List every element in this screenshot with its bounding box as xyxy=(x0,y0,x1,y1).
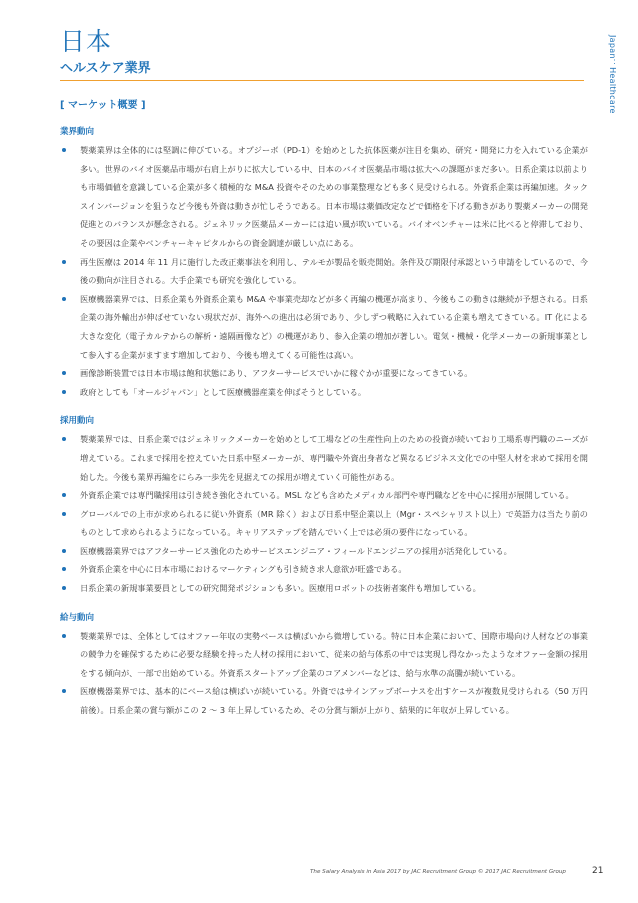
bullet-icon xyxy=(62,634,66,638)
side-label-vertical: Japan：Healthcare xyxy=(608,35,617,114)
list-item xyxy=(60,627,588,683)
bullet-icon xyxy=(62,371,66,375)
group-title: 業界動向 xyxy=(60,127,95,137)
list-item xyxy=(60,682,588,719)
list-item-text: 外資系企業を中心に日本市場におけるマーケティングも引き続き求人意欲が旺盛である。 xyxy=(80,564,407,575)
group-industry-trends xyxy=(60,126,588,401)
bullet-icon xyxy=(62,512,66,516)
list-item xyxy=(60,141,588,253)
list-item xyxy=(60,253,588,290)
bullet-icon xyxy=(62,297,66,301)
content-area xyxy=(60,126,588,734)
bullet-icon xyxy=(62,148,66,152)
list-item-text: グローバルでの上市が求められるに従い外資系（MR 除く）および日系中堅企業以上（Mgr・スペシャリスト以上）で英語力は当たり前のものとして求められるようになっている。キャリアステップを踏んでいく上では必須の要件になっている。 xyxy=(80,508,588,538)
section-label-market-overview: [ マーケット概要 ] xyxy=(60,100,146,111)
bullet-icon xyxy=(62,437,66,441)
list-item-text: 医療機器業界ではアフターサービス強化のためサービスエンジニア・フィールドエンジニアの採用が活発化している。 xyxy=(80,545,512,556)
page-subtitle-industry: ヘルスケア業界 xyxy=(60,61,151,76)
list-item-text: 再生医療は 2014 年 11 月に施行した改正薬事法を利用し、テルモが製品を販売開始。条件及び期限付承認という申請をしているので、今後の動向が注目される。大手企業でも研究を強化している。 xyxy=(80,256,588,286)
list-item-text: 医療機器業界では、日系企業も外資系企業も M&A や事業売却などが多く再編の機運が高まり、今後もこの動きは継続が予想される。日系企業の海外輸出が伸ばせていない現状だが、海外への進出は必須であり、少しずつ戦略に入れている企業も増えてきている。IT 化による大きな変化（電子カルテからの解析・遠隔画像など）の機運があり、参入企業の増加が著しい。電気・機械・化学メーカーの新規事業として参入する企業がますます増加しており、今後も増えてくる可能性は高い。 xyxy=(80,293,588,360)
bullet-icon xyxy=(62,260,66,264)
group-recruitment-trends xyxy=(60,415,588,597)
list-item-text: 製薬業界では、全体としてはオファー年収の実勢ベースは横ばいから微増している。特に日本企業において、国際市場向け人材などの事業の競争力を確保するために必要な経験を持った人材の採用において、従来の給与体系の中では実現し得なかったようなオファー金額の採用をする傾向が、一部で出始めている。外資系スタートアップ企業のコアメンバーなどは、給与水準の高騰が続いている。 xyxy=(80,630,588,678)
bullet-icon xyxy=(62,493,66,497)
list-item xyxy=(60,560,588,579)
list-item xyxy=(60,542,588,561)
bullet-icon xyxy=(62,567,66,571)
bullet-list xyxy=(60,627,588,720)
bullet-icon xyxy=(62,390,66,394)
list-item-text: 医療機器業界では、基本的にベース給は横ばいが続いている。外資ではサインアップボーナスを出すケースが複数見受けられる（50 万円前後）。日系企業の賞与額がこの 2 〜 3 年上昇しているため、その分賞与額が上がり、結果的に年収が上昇している。 xyxy=(80,686,588,716)
footer-credit: The Salary Analysis in Asia 2017 by JAC Recruitment Group © 2017 JAC Recruitment Group xyxy=(310,869,566,875)
bullet-icon xyxy=(62,689,66,693)
bullet-icon xyxy=(62,586,66,590)
list-item xyxy=(60,430,588,486)
list-item-text: 製薬業界では、日系企業ではジェネリックメーカーを始めとして工場などの生産性向上のための投資が続いており工場系専門職のニーズが増えている。これまで採用を控えていた日系中堅メーカーが、専門職や外資出身者など異なるビジネス文化での中堅人材を求めて採用を開始した。今後も業界再編をにらみ一歩先を見据えての採用が増えていく可能性がある。 xyxy=(80,434,588,482)
list-item xyxy=(60,290,588,364)
bullet-list xyxy=(60,430,588,597)
group-salary-trends xyxy=(60,612,588,720)
list-item-text: 政府としても「オールジャパン」として医療機器産業を伸ばそうとしている。 xyxy=(80,386,367,397)
page-title-country: 日本 xyxy=(60,27,113,56)
group-title: 採用動向 xyxy=(60,416,95,427)
bullet-icon xyxy=(62,549,66,553)
list-item xyxy=(60,579,588,598)
list-item-text: 画像診断装置では日本市場は飽和状態にあり、アフターサービスでいかに稼ぐかが重要になってきている。 xyxy=(80,368,473,379)
list-item xyxy=(60,486,588,505)
list-item xyxy=(60,383,588,402)
list-item xyxy=(60,364,588,383)
list-item-text: 外資系企業では専門職採用は引き続き強化されている。MSL なども含めたメディカル部門や専門職などを中心に採用が展開している。 xyxy=(80,490,574,501)
list-item-text: 日系企業の新規事業要員としての研究開発ポジションも多い。医療用ロボットの技術者案件も増加している。 xyxy=(80,583,481,594)
bullet-list xyxy=(60,141,588,401)
list-item-text: 製薬業界は全体的には堅調に伸びている。オプジーボ（PD-1）を始めとした抗体医薬が注目を集め、研究・開発に力を入れている企業が多い。世界のバイオ医薬品市場が右肩上がりに拡大している中、日本のバイオ医薬品市場は拡大への課題がまだ多い。日系企業は以前よりも市場価値を意識している企業が多く積極的な M&A 投資やそのための事業整理なども多く見受けられる。外資系企業は再編加速。タックスインバージョンを狙うなど今後も外資は動きが忙しそうである。日本市場は薬価改定などで価格を下げる動きがあり製薬メーカーの開発促進とのバランスが懸念される。ジェネリック医薬品メーカーには追い風が吹いている。バイオベンチャーは米に比べると停滞しており、その要因は企業やベンチャーキャピタルからの資金調達が厳しい点にある。 xyxy=(80,145,588,248)
list-item xyxy=(60,505,588,542)
group-title: 給与動向 xyxy=(60,612,95,623)
page-number: 21 xyxy=(592,866,604,876)
header-divider xyxy=(60,80,584,81)
